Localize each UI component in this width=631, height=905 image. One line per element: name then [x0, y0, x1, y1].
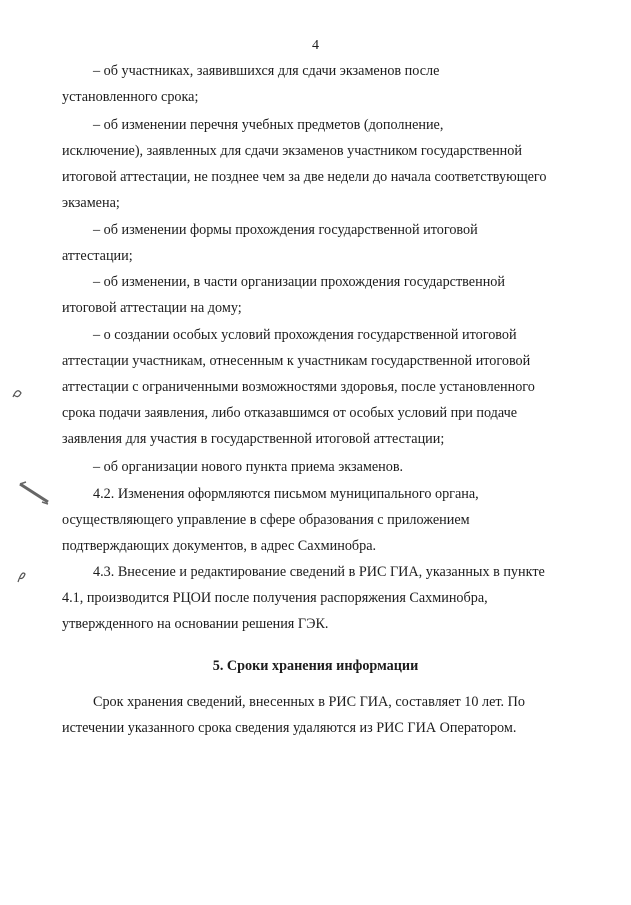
text-line: исключение), заявленных для сдачи экзаменов участником государственной	[62, 143, 522, 159]
page-number: 4	[312, 38, 319, 53]
text-line: – об организации нового пункта приема экзаменов.	[93, 459, 404, 475]
text-line: аттестации;	[62, 248, 133, 264]
text-line: подтверждающих документов, в адрес Сахминобра.	[62, 538, 377, 554]
text-line: – об изменении перечня учебных предметов (дополнение,	[93, 117, 444, 133]
text-line: – об изменении, в части организации прохождения государственной	[93, 274, 505, 290]
text-line: аттестации участникам, отнесенным к участникам государственной итоговой	[62, 353, 531, 369]
text-line: установленного срока;	[62, 89, 199, 105]
scan-mark-icon	[10, 385, 24, 401]
section-heading: 5. Сроки хранения информации	[212, 658, 419, 674]
text-line: истечении указанного срока сведения удаляются из РИС ГИА Оператором.	[62, 720, 517, 736]
text-line: 4.2. Изменения оформляются письмом муниципального органа,	[93, 486, 479, 502]
text-line: 4.3. Внесение и редактирование сведений в РИС ГИА, указанных в пункте	[93, 564, 545, 580]
scan-mark-icon	[14, 568, 28, 586]
text-line: аттестации с ограниченными возможностями здоровья, после установленного	[62, 379, 535, 395]
text-line: итоговой аттестации, не позднее чем за две недели до начала соответствующего	[62, 169, 547, 185]
text-line: Срок хранения сведений, внесенных в РИС ГИА, составляет 10 лет. По	[93, 694, 525, 710]
scan-mark-icon	[18, 480, 52, 506]
text-line: утвержденного на основании решения ГЭК.	[62, 616, 329, 632]
text-line: – об участниках, заявившихся для сдачи экзаменов после	[93, 63, 440, 79]
text-line: 4.1, производится РЦОИ после получения распоряжения Сахминобра,	[62, 590, 488, 606]
text-line: срока подачи заявления, либо отказавшимся от особых условий при подаче	[62, 405, 518, 421]
text-line: – об изменении формы прохождения государственной итоговой	[93, 222, 478, 238]
text-line: – о создании особых условий прохождения государственной итоговой	[93, 327, 517, 343]
text-line: итоговой аттестации на дому;	[62, 300, 242, 316]
text-line: заявления для участия в государственной итоговой аттестации;	[62, 431, 445, 447]
text-line: экзамена;	[62, 195, 120, 211]
text-line: осуществляющего управление в сфере образования с приложением	[62, 512, 470, 528]
